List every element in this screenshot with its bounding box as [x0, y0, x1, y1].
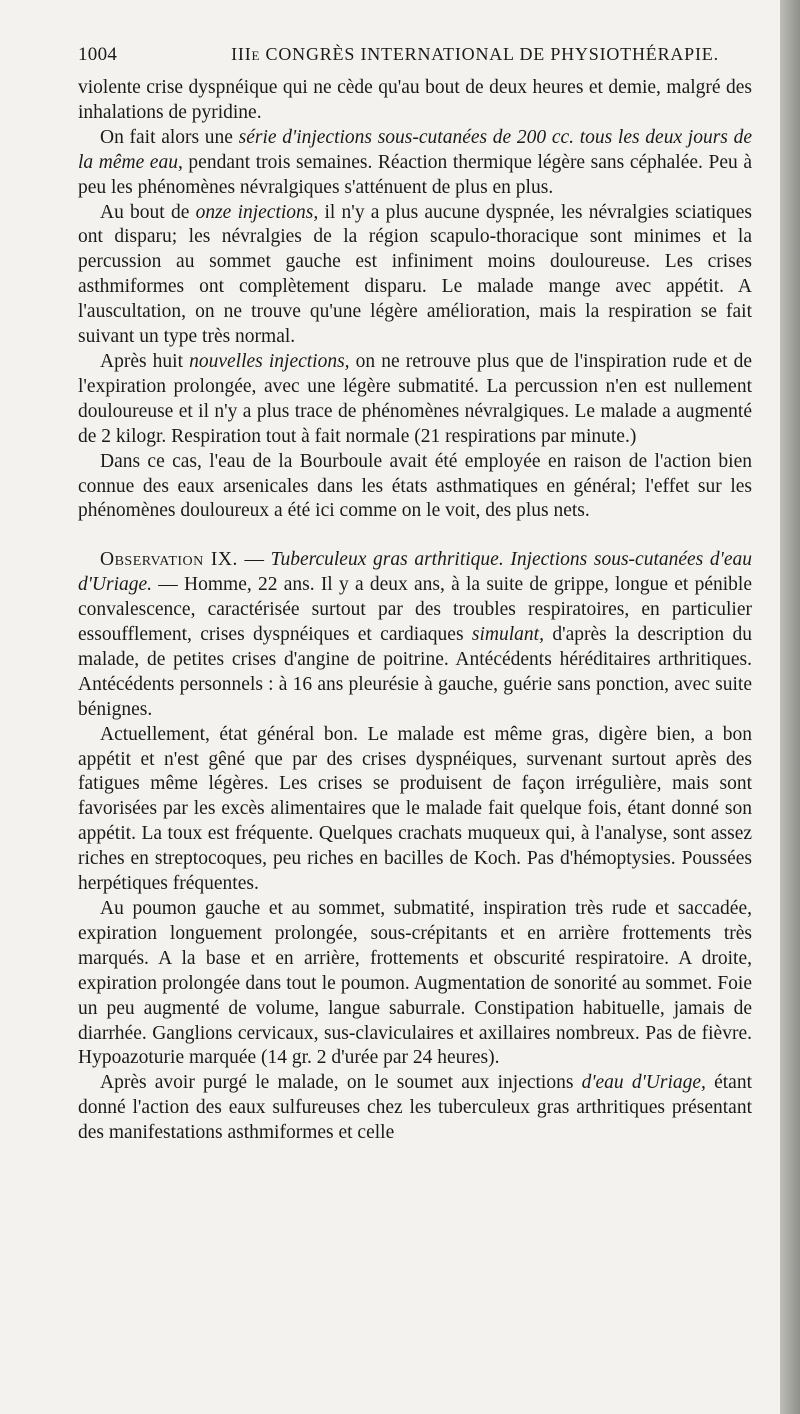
- paragraph-4: Après huit nouvelles injections, on ne retrouve plus que de l'inspiration rude et de l'expiration prolongée, avec une légère submatité. La percussion n'en est nullement douloureuse et il n'y a plus trace de phénomènes névralgiques. Le malade a augmenté de 2 kilogr. Respiration tout à fait normale (21 respirations par minute.): [78, 350, 752, 447]
- body-text: [78, 76, 752, 1146]
- page-edge-shadow: [780, 0, 800, 1414]
- running-header: [78, 44, 752, 66]
- paragraph-1: violente crise dyspnéique qui ne cède qu'au bout de deux heures et demie, malgré des inhalations de pyridine.: [78, 77, 752, 123]
- paragraph-8: Au poumon gauche et au sommet, submatité, inspiration très rude et saccadée, expiration longuement prolongée, sous-crépitants et en arrière frottements très marqués. A la base et en arrière, frottements et obscurité respiratoire. A droite, expiration prolongée dans tout le poumon. Augmentation de sonorité au sommet. Foie un peu augmenté de volume, langue saburrale. Constipation habituelle, jamais de diarrhée. Ganglions cervicaux, sus-claviculaires et axillaires nombreux. Pas de fièvre. Hypoazoturie marquée (14 gr. 2 d'urée par 24 heures).: [78, 898, 752, 1069]
- paragraph-5: Dans ce cas, l'eau de la Bourboule avait été employée en raison de l'action bien connue des eaux arsenicales dans les états asthmatiques en général; l'effet sur les phénomènes douloureux a été ici comme on le voit, des plus nets.: [78, 450, 752, 522]
- page-number: 1004: [78, 44, 118, 65]
- paragraph-9: Après avoir purgé le malade, on le soumet aux injections d'eau d'Uriage, étant donné l'action des eaux sulfureuses chez les tuberculeux gras arthritiques présentant des manifestations asthmiformes et celle: [78, 1072, 752, 1144]
- observation-label: Observation IX.: [100, 549, 238, 571]
- paragraph-3: Au bout de onze injections, il n'y a plus aucune dyspnée, les névralgies sciatiques ont disparu; les névralgies de la région scapulo-thoracique sont minimes et la percussion au sommet gauche est infiniment moins douloureuse. Les crises asthmiformes ont complètement disparu. Le malade mange avec appétit. A l'auscultation, on ne trouve qu'une légère amélioration, mais la respiration se fait suivant un type très normal.: [78, 201, 752, 348]
- running-title: IIIe CONGRÈS INTERNATIONAL DE PHYSIOTHÉRAPIE.: [231, 44, 719, 64]
- paragraph-7: Actuellement, état général bon. Le malade est même gras, digère bien, a bon appétit et n'est gêné que par des crises dyspnéiques, survenant surtout après des fatigues même légères. Les crises se produisent de façon irrégulière, mais sont favorisées par les excès alimentaires que le malade fait quelque fois, étant donné son appétit. La toux est fréquente. Quelques crachats muqueux qui, à l'analyse, sont assez riches en streptocoques, peu riches en bacilles de Koch. Pas d'hémoptysies. Poussées herpétiques fréquentes.: [78, 723, 752, 895]
- observation-title: Tuberculeux gras arthritique. Injections sous-cutanées d'eau d'Uriage.: [78, 549, 752, 596]
- paragraph-2: On fait alors une série d'injections sous-cutanées de 200 cc. tous les deux jours de la même eau, pendant trois semaines. Réaction thermique légère sans céphalée. Peu à peu les phénomènes névralgiques s'atténuent de plus en plus.: [78, 126, 752, 198]
- observation-heading-paragraph: Observation IX. — Tuberculeux gras arthritique. Injections sous-cutanées d'eau d'Uriage. — Homme, 22 ans. Il y a deux ans, à la suite de grippe, longue et pénible convalescence, caractérisée surtout par des troubles respiratoires, en particulier essoufflement, crises dyspnéiques et cardiaques simulant, d'après la description du malade, de petites crises d'angine de poitrine. Antécédents héréditaires arthritiques. Antécédents personnels : à 16 ans pleurésie à gauche, guérie sans ponction, avec suite bénignes.: [78, 549, 752, 720]
